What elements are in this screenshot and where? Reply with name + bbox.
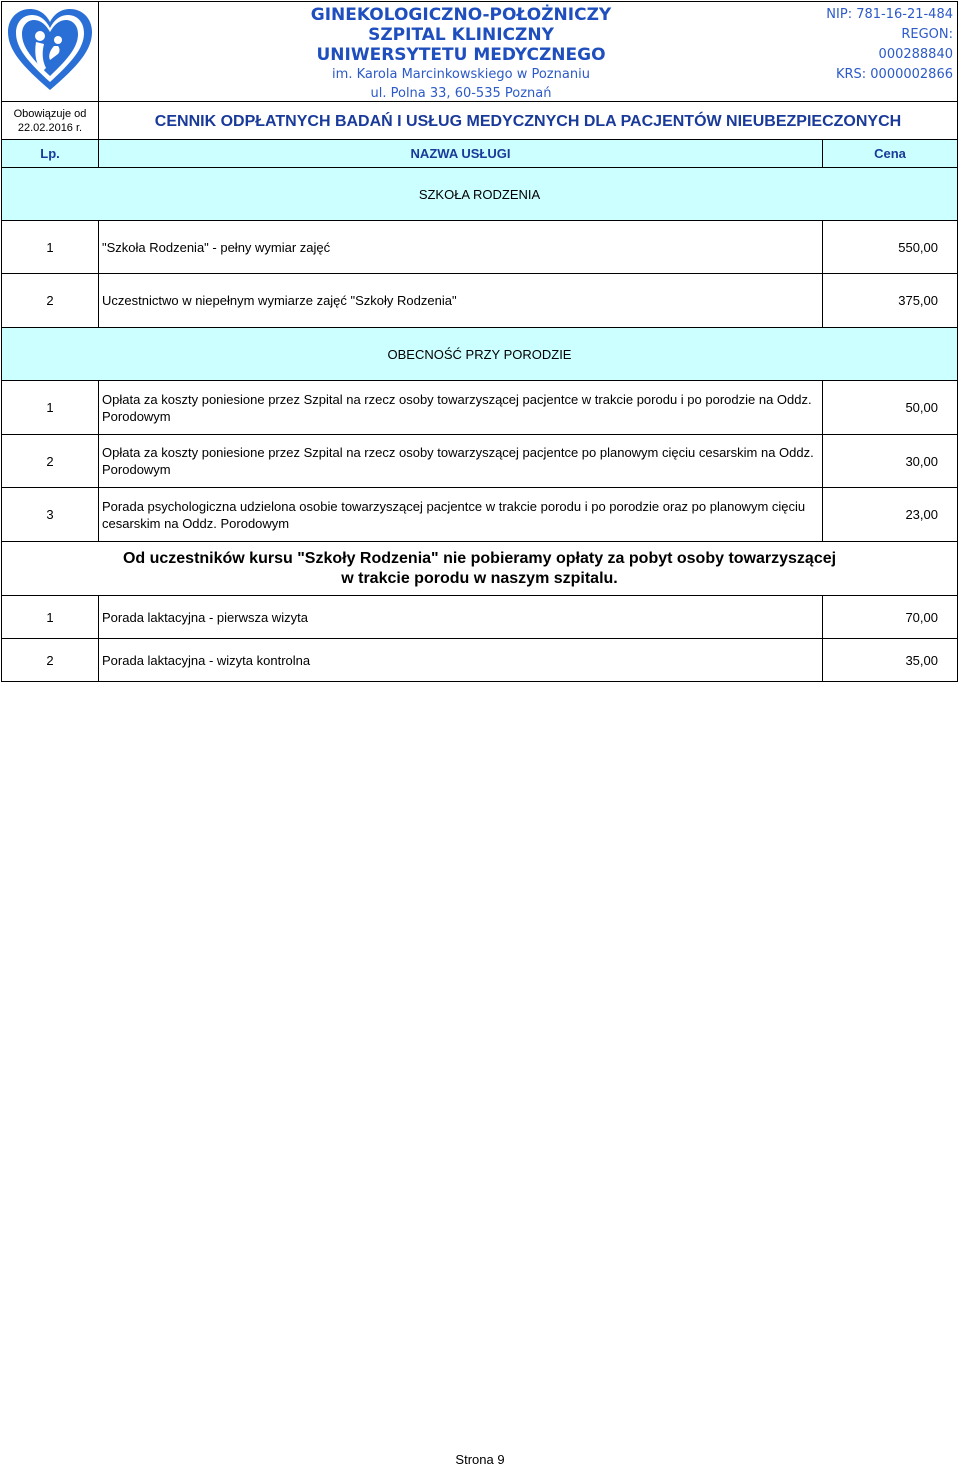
- hospital-name-block: [99, 2, 823, 101]
- row-price: 23,00: [905, 507, 938, 522]
- row-service-name: Porada laktacyjna - wizyta kontrolna: [99, 639, 823, 681]
- krs-number: KRS: 0000002866: [835, 67, 953, 82]
- column-header-name: NAZWA USŁUGI: [99, 140, 823, 167]
- row-price: 375,00: [898, 293, 938, 308]
- row-service-name: Opłata za koszty poniesione przez Szpital na rzecz osoby towarzyszącej pacjentce po planowym cięciu cesarskim na Oddz. Porodowym: [99, 435, 823, 487]
- effective-date: 22.02.2016 r.: [17, 122, 83, 134]
- row-lp: 1: [2, 381, 99, 434]
- table-row: [1, 639, 958, 682]
- table-row: [1, 596, 958, 639]
- row-lp: 2: [2, 435, 99, 487]
- nip-number: NIP: 781-16-21-484: [826, 7, 953, 22]
- table-row: [1, 488, 958, 542]
- document-header: [1, 1, 958, 140]
- heart-mother-child-icon: [2, 2, 98, 100]
- hospital-logo: [2, 2, 99, 101]
- row-price: 35,00: [905, 652, 938, 668]
- table-row: [1, 435, 958, 488]
- row-service-name: Opłata za koszty poniesione przez Szpital na rzecz osoby towarzyszącej pacjentce w trakcie porodu i po porodzie na Oddz. Porodowym: [99, 381, 823, 434]
- section-title-obecnosc-przy-porodzie: OBECNOŚĆ PRZY PORODZIE: [1, 328, 958, 381]
- row-price: 50,00: [905, 400, 938, 415]
- row-price: 550,00: [898, 239, 938, 255]
- page-number: Strona 9: [455, 1452, 505, 1467]
- row-lp: 1: [2, 596, 99, 638]
- table-row: [1, 221, 958, 274]
- column-header-price: Cena: [874, 146, 906, 161]
- hospital-patron: im. Karola Marcinkowskiego w Poznaniu: [332, 67, 590, 82]
- hospital-name-line1: GINEKOLOGICZNO-POŁOŻNICZY: [310, 5, 612, 25]
- row-lp: 3: [2, 488, 99, 541]
- effective-date-box: [2, 101, 99, 141]
- row-service-name: "Szkoła Rodzenia" - pełny wymiar zajęć: [99, 221, 823, 273]
- document-title: CENNIK ODPŁATNYCH BADAŃ I USŁUG MEDYCZNYCH DLA PACJENTÓW NIEUBEZPIECZONYCH: [99, 101, 957, 141]
- row-lp: 1: [2, 221, 99, 273]
- table-row: [1, 381, 958, 435]
- effective-label: Obowiązuje od: [13, 108, 87, 120]
- hospital-address: ul. Polna 33, 60-535 Poznań: [370, 86, 552, 101]
- row-lp: 2: [2, 274, 99, 327]
- section-title-szkola-rodzenia: SZKOŁA RODZENIA: [1, 168, 958, 221]
- row-service-name: Uczestnictwo w niepełnym wymiarze zajęć "Szkoły Rodzenia": [99, 274, 823, 327]
- table-header: [1, 140, 958, 168]
- registry-ids: [823, 2, 957, 101]
- notice-line2: w trakcie porodu w naszym szpitalu.: [341, 570, 618, 587]
- regon-number: REGON: 000288840: [878, 27, 953, 62]
- table-row: [1, 274, 958, 328]
- notice-box: [1, 542, 958, 596]
- row-service-name: Porada psychologiczna udzielona osobie towarzyszącej pacjentce w trakcie porodu i po porodzie oraz po planowym cięciu cesarskim na Oddz. Porodowym: [99, 488, 823, 541]
- row-lp: 2: [2, 639, 99, 681]
- row-price: 70,00: [905, 609, 938, 625]
- row-price: 30,00: [905, 453, 938, 469]
- column-header-lp: Lp.: [2, 140, 99, 167]
- hospital-name-line3: UNIWERSYTETU MEDYCZNEGO: [316, 45, 606, 65]
- hospital-name-line2: SZPITAL KLINICZNY: [368, 25, 554, 45]
- row-service-name: Porada laktacyjna - pierwsza wizyta: [99, 596, 823, 638]
- notice-line1: Od uczestników kursu "Szkoły Rodzenia" nie pobieramy opłaty za pobyt osoby towarzyszącej: [122, 550, 837, 567]
